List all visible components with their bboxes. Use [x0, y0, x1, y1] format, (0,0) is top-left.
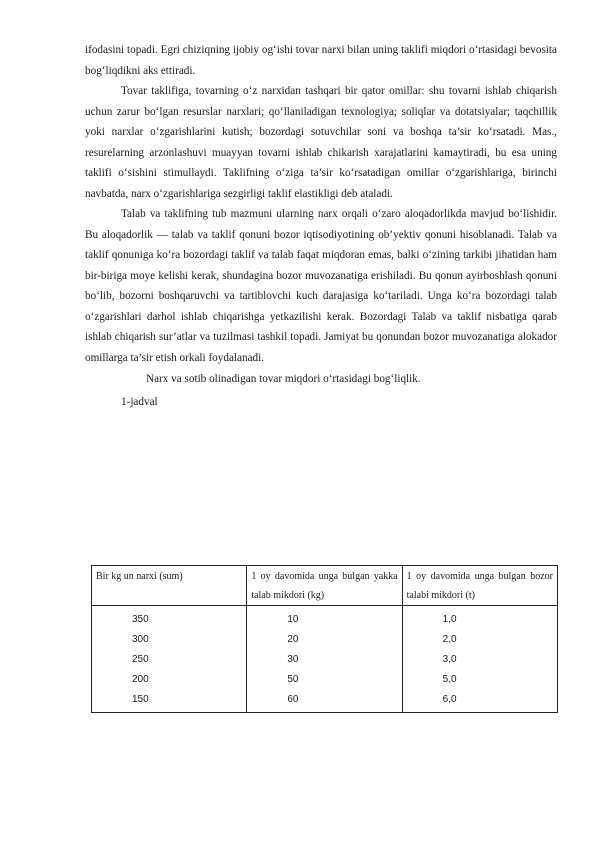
price-value: 150	[132, 694, 149, 705]
price-value: 350	[132, 614, 149, 625]
market-demand-value: 1,0	[442, 614, 457, 625]
individual-demand-value: 30	[287, 654, 299, 665]
paragraph-continuation: ifodasini topadi. Egri chiziqning ijobiy og‘ishi tovar narxi bilan uning taklifi miqdori o‘rtasidagi bevosita bog‘liqdikni aks ettiradi.	[85, 44, 557, 77]
price-value: 200	[132, 674, 149, 685]
price-column	[92, 606, 247, 713]
table-label: 1-jadval	[121, 395, 158, 408]
market-demand-column	[402, 606, 557, 713]
table-header-row	[92, 566, 558, 606]
header-individual-demand: 1 oy davomida unga bulgan yakka talab mikdori (kg)	[247, 566, 402, 606]
market-demand-value: 3,0	[442, 654, 457, 665]
document-body	[85, 40, 557, 412]
market-demand-value: 5,0	[442, 674, 457, 685]
market-demand-value: 2,0	[442, 634, 457, 645]
table-caption: Narx va sotib olinadigan tovar miqdori o‘rtasidagi bog‘liqlik.	[146, 373, 421, 385]
individual-demand-column	[247, 606, 402, 713]
market-demand-value: 6,0	[442, 694, 457, 705]
individual-demand-value: 50	[287, 674, 299, 685]
header-price: Bir kg un narxi (sum)	[92, 566, 247, 606]
individual-demand-value: 60	[287, 694, 299, 705]
paragraph-supply-demand-law: Talab va taklifning tub mazmuni ularning narx orqali o‘zaro aloqadorlikda mavjud bo‘lishidir. Bu aloqadorlik — talab va taklif qonuni bozor iqtisodiyotining ob’yektiv qonuni hisoblanadi. Talab va taklif qonuniga ko‘ra bozordagi taklif va talab faqat miqdoran emas, balki o‘zining tarkibi jihatidan ham bir-biriga moye kelishi kerak, shundagina bozor muvozanatiga erishiladi. Bu qonun ayirboshlash qonuni bo‘lib, bozorni boshqaruvchi va tartiblovchi kuch darajasiga ko‘tariladi. Unga ko‘ra bozordagi talab o‘zgarishlari darhol ishlab chiqarishga yetkazilishi kerak. Bozordagi Talab va taklif nisbatiga qarab ishlab chiqarish sur’atlar va tuzilmasi tashkil topadi. Jamiyat bu qonundan bozor muvozanatiga alokador omillarga ta’sir etish orkali foydalanadi.	[85, 208, 557, 364]
header-market-demand: 1 oy davomida unga bulgan bozor talabi mikdori (t)	[402, 566, 557, 606]
table-row	[92, 606, 558, 713]
paragraph-supply-factors: Tovar taklifiga, tovarning o‘z narxidan tashqari bir qator omillar: shu tovarni ishlab chiqarish uchun zarur bo‘lgan resurslar narxlari; qo‘llaniladigan texnologiya; soliqlar va dotatsiyalar; taqchillik yoki narxlar o‘zgarishlarini kutish; bozordagi sotuvchilar soni va boshqa ta’sir ko‘rsatadi. Mas., resurelarning arzonlashuvi muayyan tovarni ishlab chikarish xarajatlarini kamaytiradi, bu esa uning taklifi o‘sishini stimullaydi. Taklifning o‘ziga ta’sir ko‘rsatadigan omillar o‘zgarishlariga, birinchi navbatda, narx o‘zgarishlariga sezgirligi taklif elastikligi deb ataladi.	[85, 85, 557, 200]
price-value: 300	[132, 634, 149, 645]
demand-table	[91, 565, 558, 713]
individual-demand-value: 10	[287, 614, 299, 625]
price-value: 250	[132, 654, 149, 665]
individual-demand-value: 20	[287, 634, 299, 645]
